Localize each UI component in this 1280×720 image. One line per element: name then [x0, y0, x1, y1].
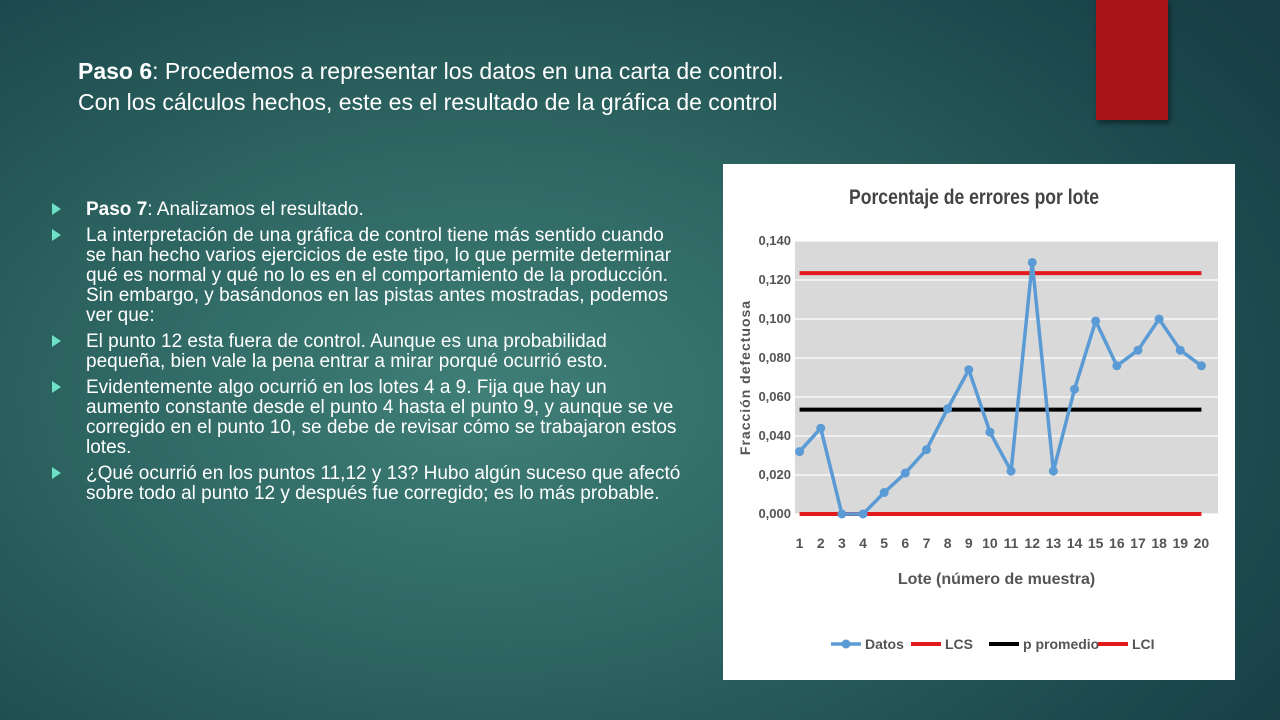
x-tick-label: 16: [1109, 535, 1125, 551]
x-tick-label: 1: [795, 535, 804, 551]
y-tick-label: 0,020: [758, 467, 791, 482]
bullet-list: [52, 200, 682, 510]
data-point: [837, 510, 846, 519]
x-tick-label: 4: [859, 535, 867, 551]
bullet-text: La interpretación de una gráfica de control tiene más sentido cuando se han hecho varios ejercicios de este tipo, lo que permite determinar qué es normal y qué no lo es en el comportamiento de la producción. Sin embargo, y basándonos en las pistas antes mostradas, podemos ver que:: [86, 225, 672, 326]
x-tick-label: 17: [1130, 535, 1146, 551]
data-point: [1176, 346, 1185, 355]
data-point: [1133, 346, 1142, 355]
title-step-label: Paso 6: [78, 58, 153, 84]
data-point: [859, 510, 868, 519]
x-tick-label: 2: [816, 535, 825, 551]
y-tick-label: 0,120: [758, 272, 791, 287]
bullet-item: [52, 464, 682, 504]
legend-label: Datos: [865, 636, 904, 652]
y-tick-label: 0,000: [758, 506, 791, 521]
x-axis-label: Lote (número de muestra): [897, 571, 1096, 588]
bullet-text: ¿Qué ocurrió en los puntos 11,12 y 13? Hubo algún suceso que afectó sobre todo al punto 12 y después fue corregido; es lo más probable.: [86, 463, 681, 504]
control-chart: [723, 164, 1235, 680]
bullet-item: [52, 200, 682, 220]
bullet-arrow-icon: [52, 381, 61, 393]
y-tick-label: 0,140: [758, 233, 791, 248]
data-point: [985, 428, 994, 437]
title-line-1-text: : Procedemos a representar los datos en una carta de control.: [152, 58, 784, 84]
data-point: [901, 469, 910, 478]
y-tick-label: 0,100: [758, 311, 791, 326]
x-tick-label: 9: [964, 535, 973, 551]
chart-title: Porcentaje de errores por lote: [849, 186, 1099, 209]
data-point: [964, 365, 973, 374]
data-point: [1112, 361, 1121, 370]
legend-label: LCI: [1132, 636, 1155, 652]
title-line-2: Con los cálculos hechos, este es el resultado de la gráfica de control: [78, 89, 778, 115]
bullet-item: [52, 332, 682, 372]
x-tick-label: 15: [1087, 535, 1104, 551]
title-line-1: [78, 56, 1078, 87]
bullet-arrow-icon: [52, 229, 61, 241]
data-point: [816, 424, 825, 433]
x-tick-label: 19: [1172, 535, 1189, 551]
x-tick-label: 6: [901, 535, 910, 551]
data-point: [943, 404, 952, 413]
bullet-bold: Paso 7: [86, 199, 148, 220]
accent-red-block: [1096, 0, 1168, 120]
data-point: [1028, 258, 1037, 267]
y-tick-label: 0,060: [758, 389, 791, 404]
y-tick-label: 0,080: [758, 350, 791, 365]
legend-label: LCS: [945, 636, 973, 652]
x-tick-label: 20: [1193, 535, 1210, 551]
plot-area: [795, 241, 1218, 514]
slide-title: [78, 56, 1078, 118]
bullet-text: : Analizamos el resultado.: [147, 199, 364, 220]
data-point: [1007, 467, 1016, 476]
bullet-item: [52, 226, 682, 326]
legend-marker: [842, 640, 851, 649]
legend-label: p promedio: [1023, 636, 1100, 652]
x-tick-label: 12: [1024, 535, 1041, 551]
data-point: [922, 445, 931, 454]
bullet-arrow-icon: [52, 467, 61, 479]
x-tick-label: 11: [1003, 535, 1019, 551]
control-chart-panel: [723, 164, 1235, 680]
bullet-arrow-icon: [52, 203, 61, 215]
data-point: [1049, 467, 1058, 476]
x-tick-label: 5: [880, 535, 889, 551]
bullet-arrow-icon: [52, 335, 61, 347]
bullet-item: [52, 378, 682, 458]
x-tick-label: 18: [1151, 535, 1167, 551]
data-point: [795, 447, 804, 456]
y-axis-label: Fracción defectuosa: [737, 299, 753, 456]
data-point: [1155, 315, 1164, 324]
data-point: [1197, 361, 1206, 370]
x-tick-label: 7: [922, 535, 931, 551]
data-point: [1091, 316, 1100, 325]
y-tick-label: 0,040: [758, 428, 791, 443]
x-tick-label: 3: [837, 535, 846, 551]
bullet-text: Evidentemente algo ocurrió en los lotes 4 a 9. Fija que hay un aumento constante desde el punto 4 hasta el punto 9, y aunque se ve corregido en el punto 10, se debe de revisar cómo se trabajaron estos lotes.: [86, 377, 677, 458]
x-tick-label: 8: [943, 535, 952, 551]
data-point: [880, 488, 889, 497]
bullet-text: El punto 12 esta fuera de control. Aunque es una probabilidad pequeña, bien vale la pena entrar a mirar porqué ocurrió esto.: [86, 331, 608, 372]
x-tick-label: 14: [1066, 535, 1083, 551]
x-tick-label: 13: [1045, 535, 1062, 551]
data-point: [1070, 385, 1079, 394]
x-tick-label: 10: [982, 535, 998, 551]
